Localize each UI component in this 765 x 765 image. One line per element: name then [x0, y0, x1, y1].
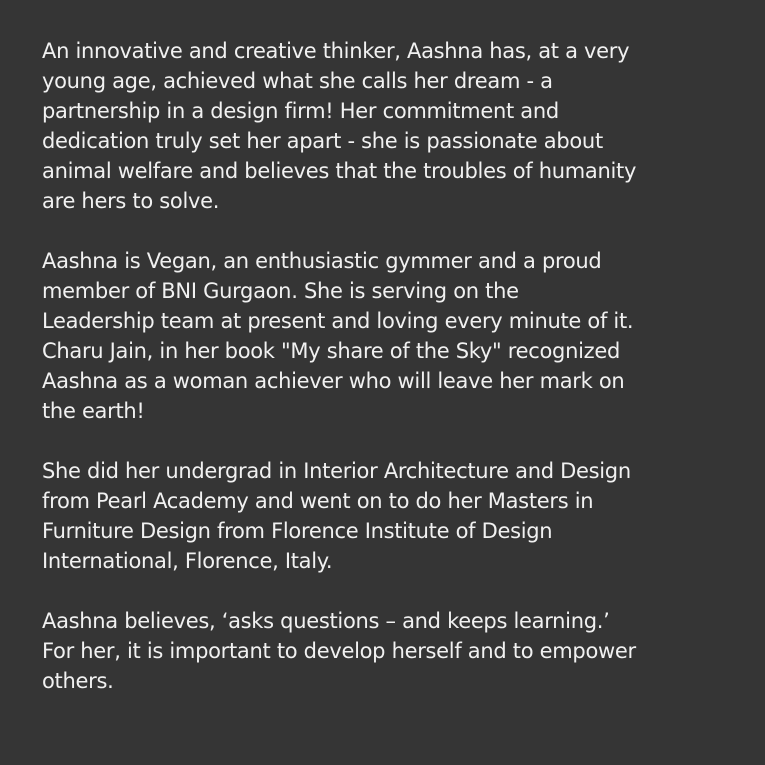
text-line: the earth! — [42, 399, 145, 423]
text-line: International, Florence, Italy. — [42, 549, 333, 573]
text-line: animal welfare and believes that the troubles of humanity — [42, 159, 637, 183]
text-line: She did her undergrad in Interior Architecture and Design — [42, 459, 631, 483]
text-line: others. — [42, 669, 114, 693]
bio-text — [42, 36, 732, 726]
text-line: Furniture Design from Florence Institute of Design — [42, 519, 553, 543]
text-line: For her, it is important to develop herself and to empower — [42, 639, 636, 663]
bio-paragraph-personal — [42, 246, 732, 426]
text-line: Leadership team at present and loving every minute of it. — [42, 309, 634, 333]
bio-paragraph-philosophy — [42, 606, 732, 696]
text-line: dedication truly set her apart - she is passionate about — [42, 129, 603, 153]
text-line: young age, achieved what she calls her dream - a — [42, 69, 553, 93]
text-line: Aashna as a woman achiever who will leave her mark on — [42, 369, 625, 393]
text-line: Aashna is Vegan, an enthusiastic gymmer and a proud — [42, 249, 602, 273]
text-line: Aashna believes, ‘asks questions – and keeps learning.’ — [42, 609, 610, 633]
bio-paragraph-education — [42, 456, 732, 576]
bio-paragraph-intro — [42, 36, 732, 216]
text-line: are hers to solve. — [42, 189, 220, 213]
text-line: Charu Jain, in her book "My share of the Sky" recognized — [42, 339, 620, 363]
text-line: An innovative and creative thinker, Aashna has, at a very — [42, 39, 630, 63]
text-line: member of BNI Gurgaon. She is serving on the — [42, 279, 519, 303]
text-line: partnership in a design firm! Her commitment and — [42, 99, 559, 123]
text-line: from Pearl Academy and went on to do her Masters in — [42, 489, 594, 513]
